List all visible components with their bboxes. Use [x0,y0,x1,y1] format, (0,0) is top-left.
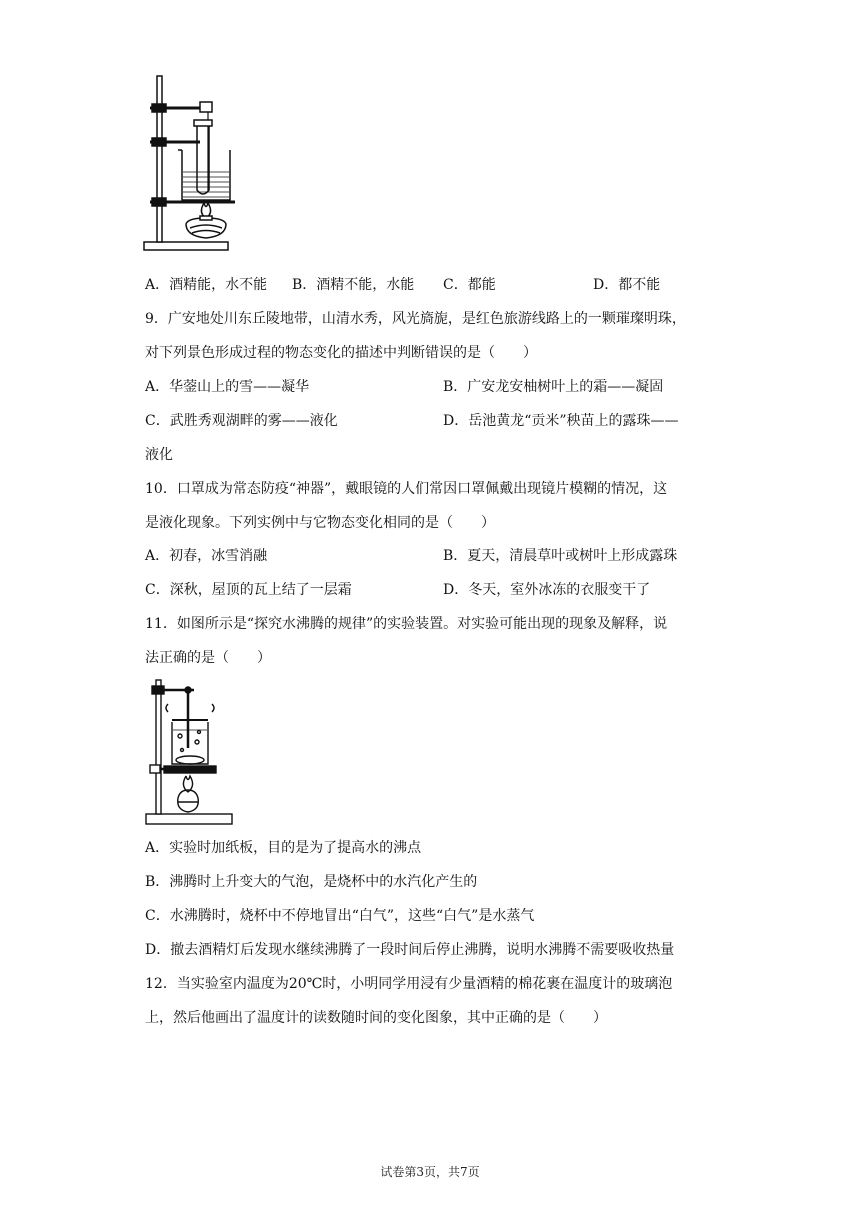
q8-option-d: D．都不能 [593,277,661,293]
q9-stem-line1: 9．广安地处川东丘陵地带，山清水秀，风光旖旎，是红色旅游线路上的一颗璀璨明珠， [145,311,686,327]
apparatus-figure-2 [142,676,238,830]
apparatus-figure-1 [140,72,240,254]
q11-stem-line2: 法正确的是（ ） [145,650,271,666]
q10-option-a: A．初春，冰雪消融 [145,548,268,564]
q12-stem-line1: 12．当实验室内温度为20℃时，小明同学用浸有少量酒精的棉花裹在温度计的玻璃泡 [145,976,673,992]
q9-option-d: D．岳池黄龙“贡米”秧苗上的露珠—— [443,413,679,429]
q10-option-d: D．冬天，室外冰冻的衣服变干了 [443,582,651,598]
q10-option-b: B．夏天，清晨草叶或树叶上形成露珠 [443,548,678,564]
page-footer: 试卷第3页，共7页 [380,1165,480,1179]
q11-option-b: B．沸腾时上升变大的气泡，是烧杯中的水汽化产生的 [145,874,478,890]
q8-option-a: A．酒精能，水不能 [145,277,268,293]
q12-stem-line2: 上，然后他画出了温度计的读数随时间的变化图象，其中正确的是（ ） [145,1010,607,1026]
q8-option-c: C．都能 [443,277,496,293]
q10-stem-line1: 10．口罩成为常态防疫“神器”，戴眼镜的人们常因口罩佩戴出现镜片模糊的情况，这 [145,481,668,497]
q11-option-d: D．撤去酒精灯后发现水继续沸腾了一段时间后停止沸腾，说明水沸腾不需要吸收热量 [145,942,675,958]
q11-stem-line1: 11．如图所示是“探究水沸腾的规律”的实验装置。对实验可能出现的现象及解释，说 [145,616,668,632]
q9-option-b: B．广安龙安柚树叶上的霜——凝固 [443,379,664,395]
q10-stem-line2: 是液化现象。下列实例中与它物态变化相同的是（ ） [145,515,495,531]
q9-stem-line2: 对下列景色形成过程的物态变化的描述中判断错误的是（ ） [145,345,537,361]
q9-option-a: A．华蓥山上的雪——凝华 [145,379,310,395]
q9-option-c: C．武胜秀观湖畔的雾——液化 [145,413,338,429]
q11-option-c: C．水沸腾时，烧杯中不停地冒出“白气”，这些“白气”是水蒸气 [145,908,535,924]
q11-option-a: A．实验时加纸板，目的是为了提高水的沸点 [145,840,422,856]
q8-option-b: B．酒精不能，水能 [292,277,415,293]
q10-option-c: C．深秋，屋顶的瓦上结了一层霜 [145,582,352,598]
q9-option-d-continued: 液化 [145,447,173,463]
